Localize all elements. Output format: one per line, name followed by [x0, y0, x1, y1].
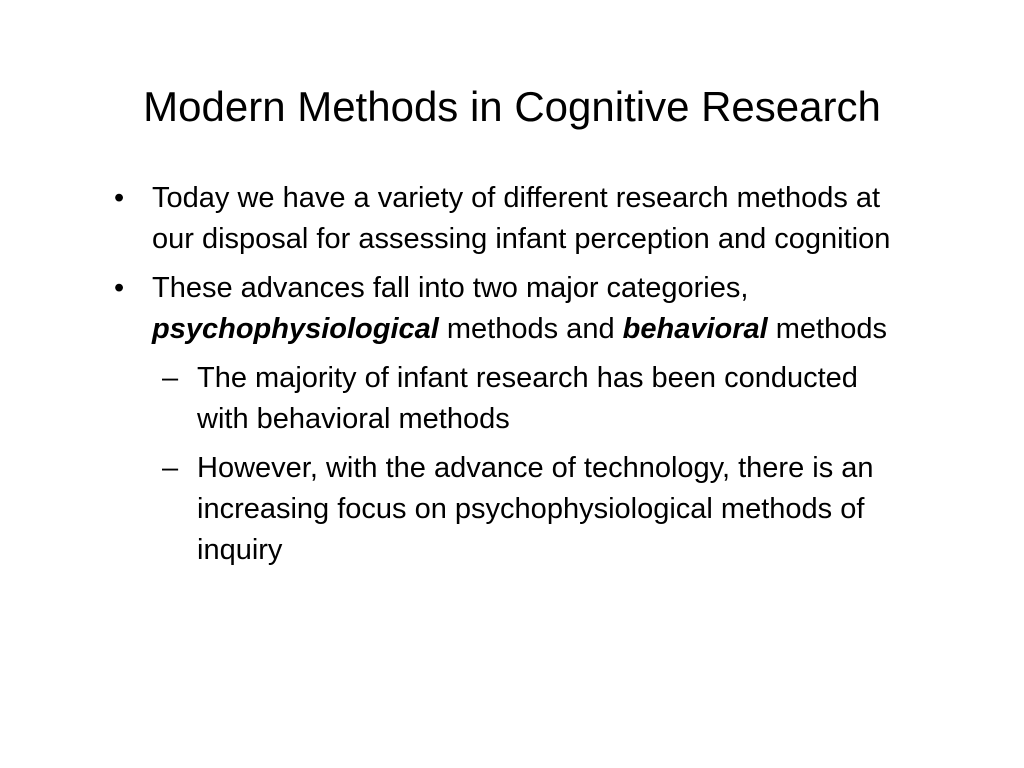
emphasis-behavioral: behavioral — [622, 313, 768, 345]
emphasis-psychophysiological: psychophysiological — [152, 313, 439, 345]
sub-bullet-text: However, with the advance of technology, there is an increasing focus on psychophysiological methods of inquiry — [197, 452, 874, 566]
slide-body — [110, 178, 900, 579]
bullet-text-after: methods — [767, 313, 887, 345]
bullet-item — [110, 178, 900, 260]
sub-bullet-marker: – — [162, 452, 179, 484]
bullet-text: Today we have a variety of different research methods at our disposal for assessing infant perception and cognition — [152, 182, 891, 255]
bullet-marker: • — [114, 272, 125, 304]
sub-bullet-text: The majority of infant research has been conducted with behavioral methods — [197, 362, 858, 435]
bullet-text-before: These advances fall into two major categories, — [152, 272, 749, 304]
sub-bullet-marker: – — [162, 362, 179, 394]
bullet-marker: • — [114, 182, 125, 214]
sub-bullet-item — [110, 358, 900, 440]
bullet-text-middle: methods and — [438, 313, 623, 345]
slide-title: Modern Methods in Cognitive Research — [143, 83, 881, 130]
bullet-item — [110, 268, 900, 350]
sub-bullet-item — [110, 448, 900, 571]
